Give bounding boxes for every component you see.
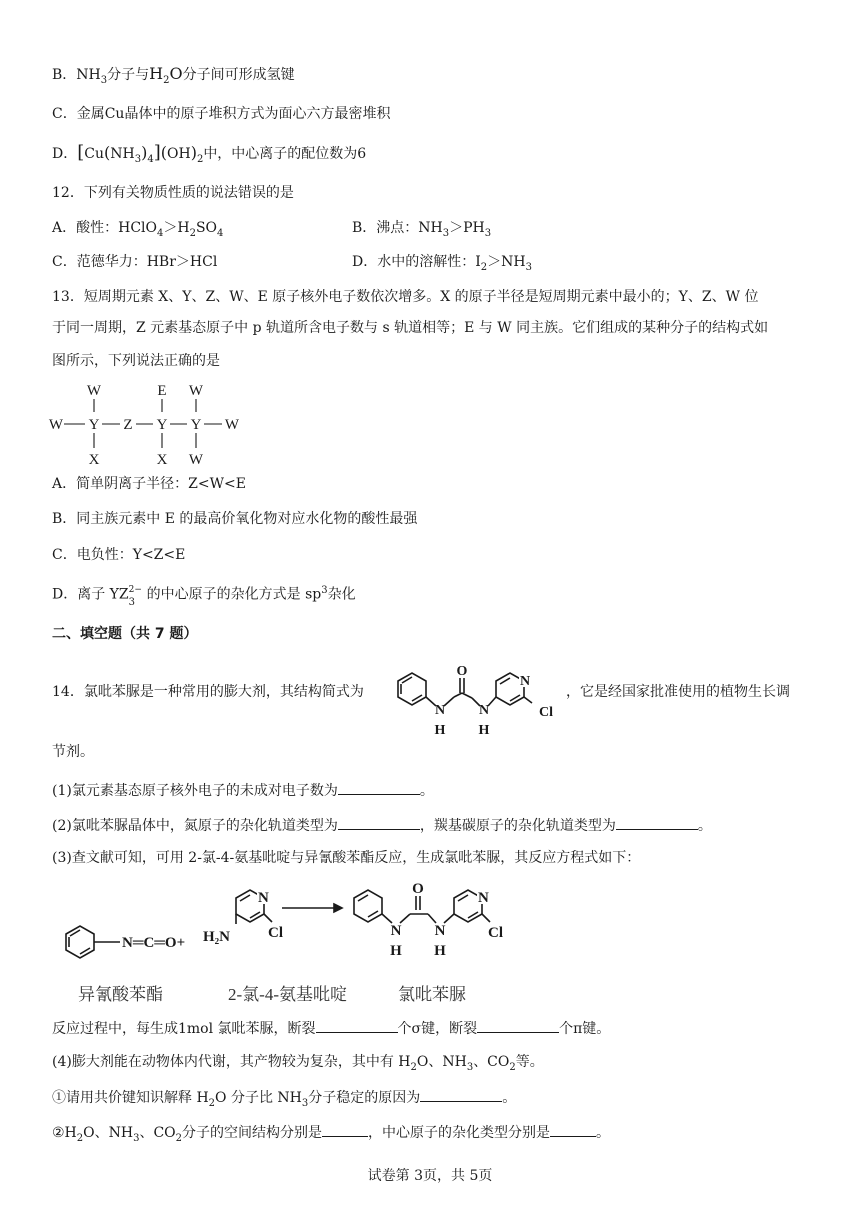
- q14-part-1: (1)氯元素基态原子核外电子的未成对电子数为 。: [52, 780, 434, 801]
- q11-option-b: B．$NH_3$分子与$H_2O$分子间可形成氢键: [52, 64, 295, 86]
- amine-label: H₂N: [203, 929, 230, 945]
- q12-option-c: C．范德华力：HBr＞HCl: [52, 254, 218, 270]
- name-forchlorfenuron: 氯吡苯脲: [398, 985, 466, 1004]
- atom-e: E: [157, 383, 167, 399]
- q12-option-d: D．水中的溶解性：$I_2>NH_3$: [352, 254, 532, 273]
- atom-y2: Y: [156, 417, 168, 433]
- q14-part-4-1: ①请用共价键知识解释 $H_2O$ 分子比 $NH_3$分子稳定的原因为 。: [52, 1087, 516, 1114]
- q13-option-a: A．简单阴离子半径：Z<W<E: [52, 476, 246, 492]
- q13-option-c: C．电负性：Y<Z<E: [52, 547, 186, 563]
- page-footer: 试卷第 3页，共 5页: [367, 1168, 493, 1184]
- q12-stem: 12．下列有关物质性质的说法错误的是: [52, 185, 294, 201]
- amine-cl: Cl: [268, 925, 283, 941]
- atom-w-right: W: [224, 417, 240, 433]
- product-n2: N: [434, 923, 446, 939]
- answer-blank[interactable]: [550, 1122, 596, 1137]
- q14-part-2: (2)氯吡苯脲晶体中，氮原子的杂化轨道类型为 ，羰基碳原子的杂化轨道类型为 。: [52, 815, 712, 836]
- atom-w-left: W: [48, 417, 64, 433]
- mol-oxygen: O: [456, 664, 468, 679]
- name-aminopyridine: 2-氯-4-氨基吡啶: [228, 985, 347, 1004]
- atom-x1: X: [88, 452, 100, 468]
- amine-ring-n: N: [258, 890, 269, 906]
- q13-structure-formula: [48, 378, 258, 468]
- atom-w-top1: W: [86, 383, 102, 399]
- product-n1: N: [390, 923, 402, 939]
- mol-hydrogen-2: H: [478, 723, 490, 738]
- atom-w-top2: W: [188, 383, 204, 399]
- name-phenyl-isocyanate: 异氰酸苯酯: [78, 985, 163, 1004]
- answer-blank[interactable]: [420, 1087, 502, 1102]
- product-h2: H: [434, 943, 446, 959]
- atom-x2: X: [156, 452, 168, 468]
- product-h1: H: [390, 943, 402, 959]
- atom-z: Z: [123, 417, 133, 433]
- q14-part-3b: 反应过程中，每生成1mol 氯吡苯脲，断裂 个σ键，断裂 个π键。: [52, 1018, 610, 1039]
- mol-nitrogen-2: N: [478, 703, 490, 718]
- product-o: O: [412, 881, 424, 897]
- answer-blank[interactable]: [316, 1018, 398, 1033]
- mol-ring-nitrogen: N: [519, 674, 531, 689]
- q14-intro-a: 14．氯吡苯脲是一种常用的膨大剂，其结构简式为: [52, 684, 364, 700]
- atom-y3: Y: [190, 417, 202, 433]
- mol-hydrogen-1: H: [434, 723, 446, 738]
- q14-reaction-scheme: [58, 880, 538, 1008]
- answer-blank[interactable]: [338, 780, 420, 795]
- answer-blank[interactable]: [322, 1122, 368, 1137]
- q11-option-c: C．金属Cu晶体中的原子堆积方式为面心六方最密堆积: [52, 106, 391, 122]
- answer-blank[interactable]: [477, 1018, 559, 1033]
- atom-y1: Y: [88, 417, 100, 433]
- q14-intro-c: 节剂。: [52, 744, 94, 760]
- q14-intro-b: ，它是经国家批准使用的植物生长调: [566, 684, 790, 700]
- product-cl: Cl: [488, 925, 503, 941]
- q13-stem-line1: 13．短周期元素 X、Y、Z、W、E 原子核外电子数依次增多。X 的原子半径是短周期元素中最小的；Y、Z、W 位: [52, 289, 759, 305]
- section-title: 二、填空题（共 7 题）: [52, 626, 198, 642]
- q14-part-3: (3)查文献可知，可用 2-氯-4-氨基吡啶与异氰酸苯酯反应，生成氯吡苯脲，其反应方程式如下：: [52, 850, 641, 866]
- q12-option-a: A．酸性：$HClO_4>H_2SO_4$: [52, 220, 224, 239]
- product-ring-n: N: [478, 890, 489, 906]
- q14-part-4-2: $②H_2O$、$NH_3$、$CO_2$分子的空间结构分别是 ，中心原子的杂化类型分别是 。: [52, 1122, 610, 1149]
- q13-option-b: B．同主族元素中 E 的最高价氧化物对应水化物的酸性最强: [52, 511, 418, 527]
- q13-option-d: D．离子 YZ 2− 3 的中心原子的杂化方式是 $sp^3$杂化: [52, 584, 356, 608]
- q13-stem-line3: 图所示，下列说法正确的是: [52, 353, 220, 369]
- answer-blank[interactable]: [616, 815, 698, 830]
- q12-option-b: B．沸点：$NH_3>PH_3$: [352, 220, 492, 239]
- answer-blank[interactable]: [338, 815, 420, 830]
- isocyanate-formula: N═C═O+: [122, 935, 186, 951]
- mol-chlorine: Cl: [539, 705, 553, 720]
- q13-stem-line2: 于同一周期，Z 元素基态原子中 p 轨道所含电子数与 s 轨道相等；E 与 W 同主族。它们组成的某种分子的结构式如: [52, 320, 769, 336]
- q14-part-4: (4)膨大剂能在动物体内代谢，其产物较为复杂，其中有 $H_2O$、$NH_3$、$CO_2$等。: [52, 1054, 544, 1073]
- q14-molecule-structure: [382, 660, 566, 742]
- q11-option-d: D．$[Cu(NH_3)_4](OH)_2$中，中心离子的配位数为6: [52, 142, 367, 165]
- mol-nitrogen-1: N: [434, 703, 446, 718]
- atom-w-bottom: W: [188, 452, 204, 468]
